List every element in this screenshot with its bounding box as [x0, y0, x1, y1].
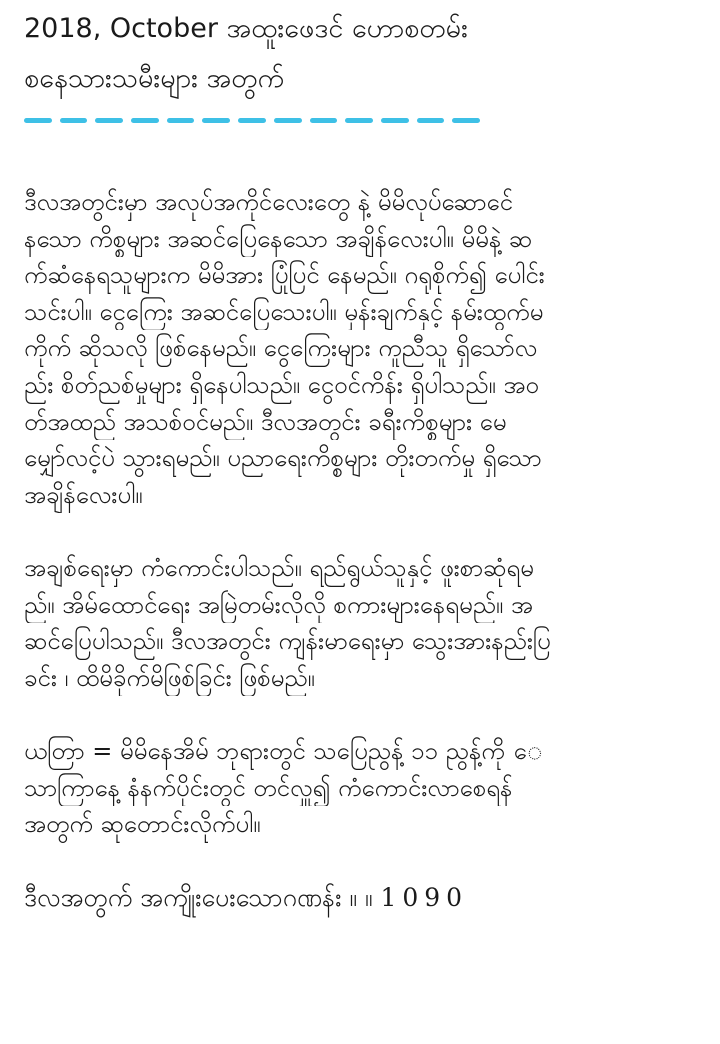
paragraph-fortune	[24, 184, 706, 513]
paragraph-gap	[24, 843, 706, 880]
divider-dash	[24, 118, 52, 123]
title-line-1: 2018, October အထူးဖေဒင် ဟောစတမ်း	[24, 13, 468, 44]
paragraph-line: ဆင်ပြေပါသည်။ ဒီလအတွင်း ကျန်းမာရေးမှာ သွေးအားနည်းပြ	[24, 627, 551, 656]
paragraph-line: သင်းပါ။ ငွေကြေး အဆင်ပြေသေးပါ။ မှန်းချက်နှင့် နမ်းထွက်မ	[24, 297, 544, 326]
post-header	[24, 4, 706, 104]
divider-dash	[131, 118, 159, 123]
paragraph-line: တ်အထည် အသစ်ဝင်မည်။ ဒီလအတွင်း ခရီးကိစ္စများ မေ	[24, 407, 507, 436]
spacer	[24, 124, 706, 184]
divider-dash	[238, 118, 266, 123]
lucky-number-value: 1090	[380, 883, 469, 913]
paragraph-gap	[24, 696, 706, 733]
divider-dash	[417, 118, 445, 123]
paragraph-gap	[24, 513, 706, 550]
paragraph-line: ည်။ အိမ်ထောင်ရေး အမြဲတမ်းလိုလို စကားများနေရမည်။ အ	[24, 590, 533, 619]
paragraph-line: ဒီလအတွင်းမှာ အလုပ်အကိုင်လေးတွေ နဲ့ မိမိလုပ်ဆောင်ေ	[24, 188, 513, 216]
divider-dash	[310, 118, 338, 123]
paragraph-line: ည်း စိတ်ညစ်မှုများ ရှိနေပါသည်။ ငွေဝင်ကိန်း ရှိပါသည်။ အဝ	[24, 370, 539, 399]
paragraph-remedy	[24, 733, 706, 843]
paragraph-line: နသော ကိစ္စများ အဆင်ပြေနေသော အချိန်လေးပါ။ မိမိနဲ့ ဆ	[24, 224, 533, 253]
divider-dash	[274, 118, 302, 123]
divider-dash	[202, 118, 230, 123]
paragraph-line: အချိန်လေးပါ။	[24, 480, 143, 509]
paragraph-line: ခင်း ၊ ထိမိခိုက်မိဖြစ်ခြင်း ဖြစ်မည်။	[24, 663, 315, 692]
divider-dash	[452, 118, 480, 123]
divider-dash	[95, 118, 123, 123]
paragraph-line: ယတြာ = မိမိနေအိမ် ဘုရားတွင် သပြေညွန့် ၁၁ ညွန့်ကို ေ	[24, 736, 543, 765]
divider-dash	[345, 118, 373, 123]
paragraph-line: သာကြာနေ့ နံနက်ပိုင်းတွင် တင်လှူ၍ ကံကောင်းလာစေရန်	[24, 773, 513, 802]
paragraph-line: အချစ်ရေးမှာ ကံကောင်းပါသည်။ ရည်ရွယ်သူနှင့် ဖူးစာဆုံရမ	[24, 553, 534, 582]
paragraph-love-health	[24, 550, 706, 696]
paragraph-line: ကိုက် ဆိုသလို ဖြစ်နေမည်။ ငွေကြေးများ ကူညီသူ ရှိသော်လ	[24, 334, 538, 363]
lucky-number-line	[24, 879, 706, 917]
title-line-2: စနေသားသမီးများ အတွက်	[24, 63, 284, 94]
paragraph-line: က်ဆံနေရသူများက မိမိအား ပြုံပြင် နေမည်။ ဂရုစိုက်၍ ပေါင်း	[24, 261, 545, 290]
lucky-number-label: ဒီလအတွက် အကျိုးပေးသောဂဏန်း ။ ။	[24, 883, 373, 913]
divider-dash	[60, 118, 88, 123]
divider-dash	[381, 118, 409, 123]
paragraph-line: မျှော်လင့်ပဲ သွားရမည်။ ပညာရေးကိစ္စများ တိုးတက်မှု ရှိသော	[24, 444, 542, 473]
paragraph-line: အတွက် ဆုတောင်းလိုက်ပါ။	[24, 810, 261, 839]
divider-dash	[167, 118, 195, 123]
